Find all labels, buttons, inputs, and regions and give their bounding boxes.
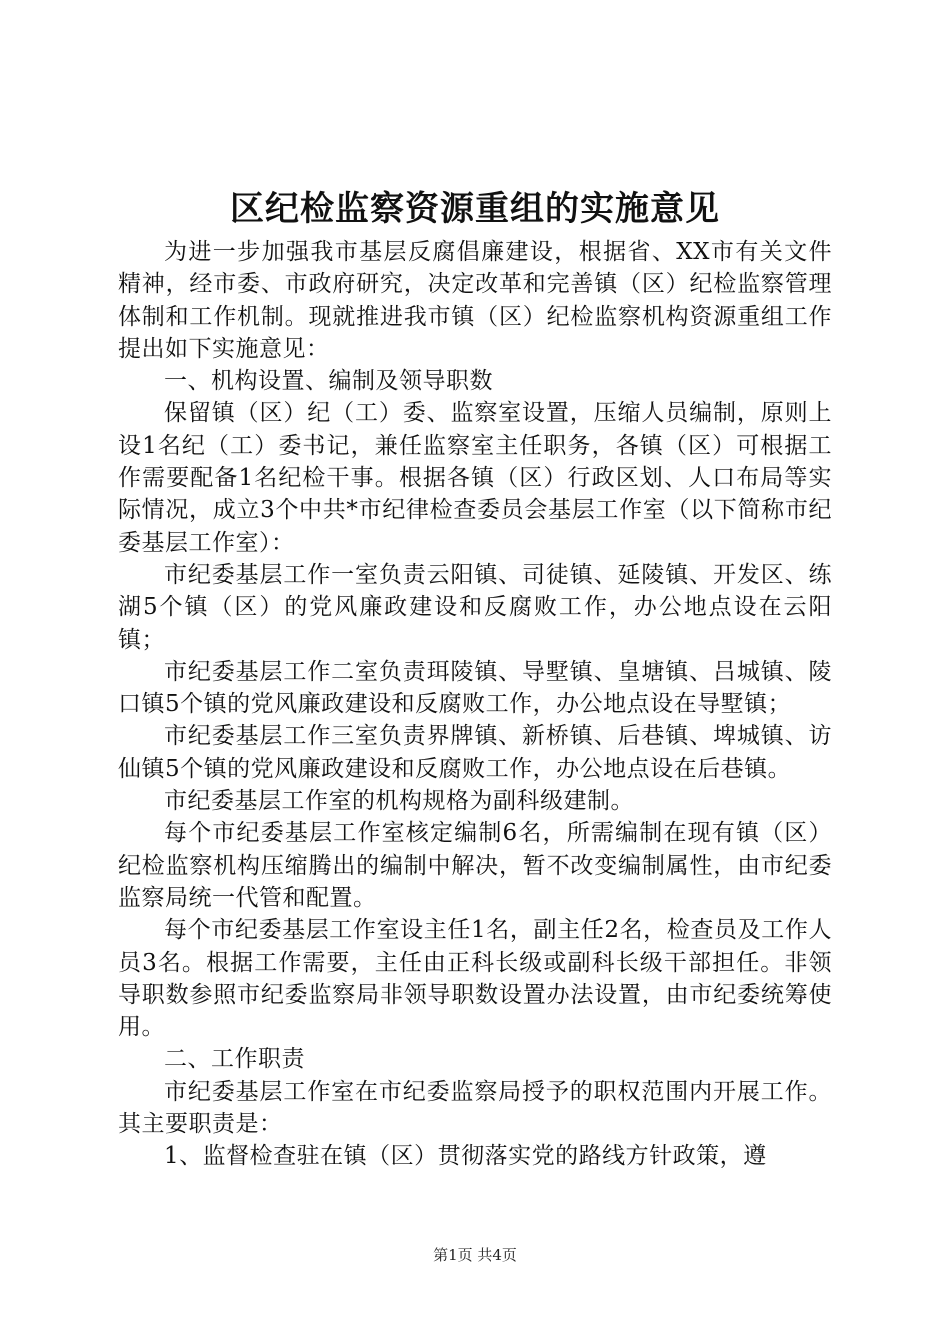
page-number-footer: 第1页 共4页 (433, 1246, 517, 1264)
body-paragraph: 市纪委基层工作二室负责珥陵镇、导墅镇、皇塘镇、吕城镇、陵口镇5个镇的党风廉政建设和反腐败工作，办公地点设在导墅镇； (118, 658, 832, 718)
body-paragraph: 1、监督检查驻在镇（区）贯彻落实党的路线方针政策，遵 (164, 1143, 767, 1170)
section-heading: 一、机构设置、编制及领导职数 (164, 368, 493, 395)
body-paragraph: 市纪委基层工作室的机构规格为副科级建制。 (164, 788, 634, 815)
body-paragraph: 每个市纪委基层工作室设主任1名，副主任2名，检查员及工作人员3名。根据工作需要，主任由正科长级或副科长级干部担任。非领导职数参照市纪委监察局非领导职数设置办法设置，由市纪委统筹使用。 (118, 917, 832, 1041)
body-paragraph: 市纪委基层工作三室负责界牌镇、新桥镇、后巷镇、埤城镇、访仙镇5个镇的党风廉政建设和反腐败工作，办公地点设在后巷镇。 (118, 723, 832, 782)
section-heading: 二、工作职责 (164, 1046, 305, 1073)
body-paragraph: 每个市纪委基层工作室核定编制6名，所需编制在现有镇（区）纪检监察机构压缩腾出的编制中解决，暂不改变编制属性，由市纪委监察局统一代管和配置。 (118, 820, 832, 911)
document-body (118, 236, 832, 1173)
body-paragraph: 保留镇（区）纪（工）委、监察室设置，压缩人员编制，原则上设1名纪（工）委书记，兼任监察室主任职务，各镇（区）可根据工作需要配备1名纪检干事。根据各镇（区）行政区划、人口布局等实际情况，成立3个中共*市纪律检查委员会基层工作室（以下简称市纪委基层工作室）： (118, 400, 832, 556)
body-paragraph: 为进一步加强我市基层反腐倡廉建设，根据省、XX市有关文件精神，经市委、市政府研究，决定改革和完善镇（区）纪检监察管理体制和工作机制。现就推进我市镇（区）纪检监察机构资源重组工作提出如下实施意见： (118, 239, 832, 362)
document-title: 区纪检监察资源重组的实施意见 (230, 189, 720, 229)
body-paragraph: 市纪委基层工作一室负责云阳镇、司徒镇、延陵镇、开发区、练湖5个镇（区）的党风廉政建设和反腐败工作，办公地点设在云阳镇； (118, 561, 832, 653)
body-paragraph: 市纪委基层工作室在市纪委监察局授予的职权范围内开展工作。其主要职责是： (118, 1078, 832, 1138)
